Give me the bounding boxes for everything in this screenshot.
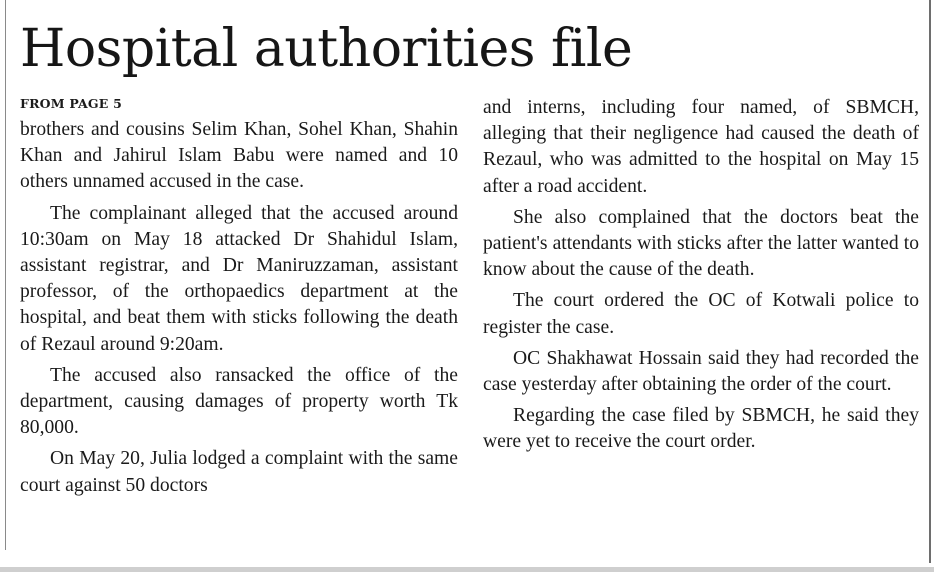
paragraph: OC Shakhawat Hossain said they had recorded the case yesterday after obtaining the order of the court. <box>483 347 919 396</box>
paragraph: and interns, including four named, of SBMCH, alleging that their negligence had caused the death of Rezaul, who was admitted to the hospital on May 15 after a road accident. <box>483 97 919 197</box>
paragraph: The accused also ransacked the office of the department, causing damages of property worth Tk 80,000. <box>20 364 458 439</box>
left-border-rule <box>5 0 6 550</box>
paragraph: The complainant alleged that the accused around 10:30am on May 18 attacked Dr Shahidul Islam, assistant registrar, and Dr Maniruzzaman, assistant professor, of the orthopaedics department at the hospital, and beat them with sticks following the death of Rezaul around 9:20am. <box>20 202 458 355</box>
bottom-border-rule <box>0 567 934 572</box>
paragraph: Regarding the case filed by SBMCH, he said they were yet to receive the court order. <box>483 405 919 453</box>
right-border-rule <box>929 0 931 563</box>
paragraph: The court ordered the OC of Kotwali police to register the case. <box>483 290 919 338</box>
headline: Hospital authorities file <box>20 19 633 79</box>
continuation-kicker: FROM PAGE 5 <box>20 96 122 111</box>
paragraph: On May 20, Julia lodged a complaint with the same court against 50 doctors <box>20 448 458 496</box>
paragraph: She also complained that the doctors beat the patient's attendants with sticks after the latter wanted to know about the cause of the death. <box>483 206 919 281</box>
paragraph: brothers and cousins Selim Khan, Sohel Khan, Shahin Khan and Jahirul Islam Babu were named and 10 others unnamed accused in the case. <box>20 119 458 193</box>
article-column-left <box>20 117 458 504</box>
article-column-right <box>483 95 919 461</box>
